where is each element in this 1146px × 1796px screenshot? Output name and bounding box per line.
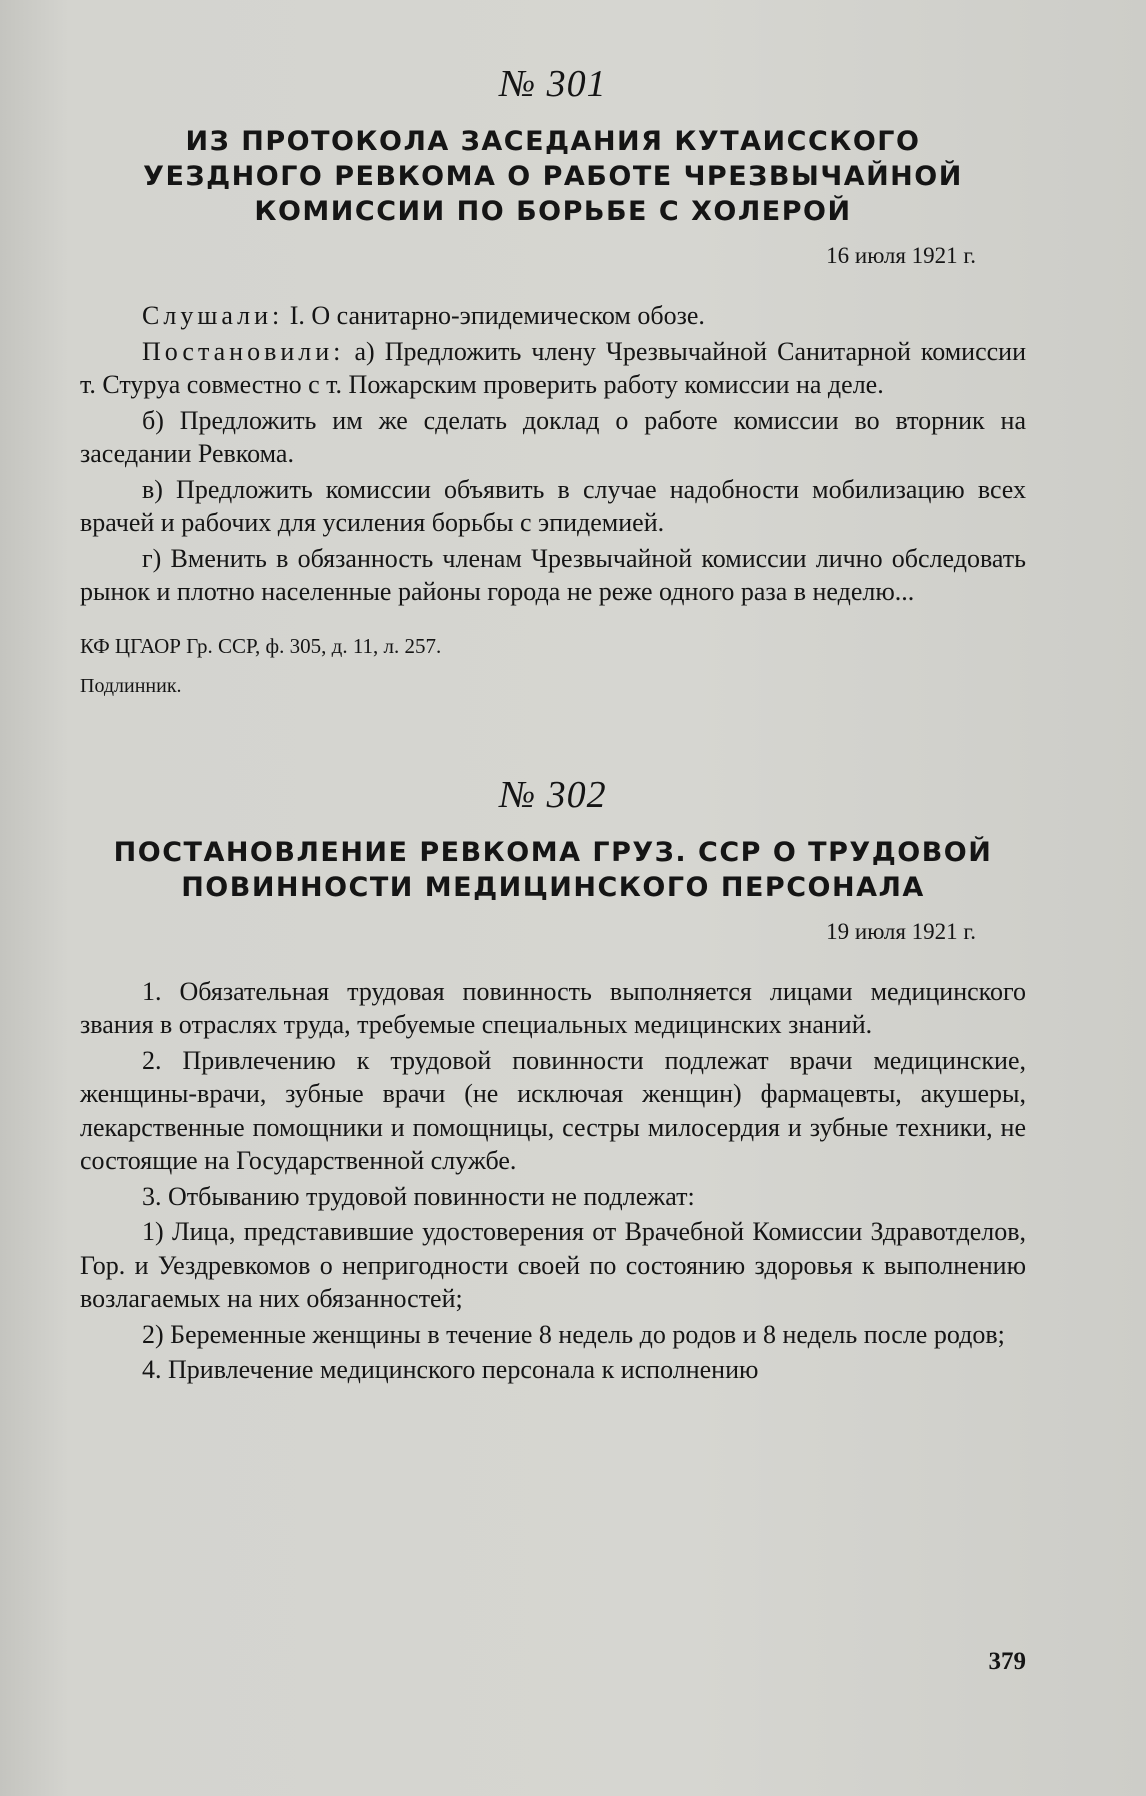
title-line: ПОВИННОСТИ МЕДИЦИНСКОГО ПЕРСОНАЛА bbox=[181, 871, 925, 903]
decree-paragraph: 3. Отбыванию трудовой повинности не подлежат: bbox=[142, 1181, 695, 1211]
decree-paragraph: 2) Беременные женщины в течение 8 недель до родов и 8 недель после родов; bbox=[142, 1319, 1005, 1349]
decree-paragraph: 4. Привлечение медицинского персонала к исполнению bbox=[142, 1355, 759, 1384]
title-line: ПОСТАНОВЛЕНИЕ РЕВКОМА ГРУЗ. ССР О ТРУДОВОЙ bbox=[113, 836, 993, 868]
title-line: УЕЗДНОГО РЕВКОМА О РАБОТЕ ЧРЕЗВЫЧАЙНОЙ bbox=[143, 161, 963, 192]
document-date: 16 июля 1921 г. bbox=[826, 243, 976, 268]
title-line: КОМИССИИ ПО БОРЬБЕ С ХОЛЕРОЙ bbox=[254, 196, 852, 227]
decree-paragraph: 1) Лица, представившие удостоверения от Врачебной Комиссии Здравотделов, Гор. и Уездревкомов о непригодности своей по состоянию здоровья к выполнению возлагаемых на них обязанностей; bbox=[80, 1217, 1026, 1313]
heard-label: Слушали: bbox=[142, 301, 284, 330]
document-number: № 302 bbox=[499, 773, 607, 816]
document-301 bbox=[80, 62, 1026, 701]
document-title bbox=[80, 835, 1026, 905]
document-date: 19 июля 1921 г. bbox=[826, 918, 976, 944]
resolution-item: г) Вменить в обязанность членам Чрезвычайной комиссии лично обследовать рынок и плотно населенные районы города не реже одного раза в неделю... bbox=[80, 543, 1026, 606]
heard-paragraph bbox=[80, 299, 1026, 333]
document-302 bbox=[80, 773, 1026, 1387]
resolved-label: Постановили: bbox=[142, 336, 345, 366]
resolution-item: в) Предложить комиссии объявить в случае надобности мобилизацию всех врачей и рабочих для усиления борьбы с эпидемией. bbox=[80, 474, 1026, 537]
resolved-paragraph bbox=[80, 335, 1026, 402]
archive-source: КФ ЦГАОР Гр. ССР, ф. 305, д. 11, л. 257. bbox=[80, 633, 442, 658]
page-number: 379 bbox=[988, 1648, 1026, 1675]
resolution-item: б) Предложить им же сделать доклад о работе комиссии во вторник на заседании Ревкома. bbox=[80, 405, 1026, 468]
decree-paragraph: 1. Обязательная трудовая повинность выполняется лицами медицинского звания в отраслях труда, требуемые специальных медицинских знаний. bbox=[80, 976, 1026, 1039]
heard-text: I. О санитарно-эпидемическом обозе. bbox=[283, 301, 705, 330]
document-number: № 301 bbox=[499, 63, 607, 105]
title-line: ИЗ ПРОТОКОЛА ЗАСЕДАНИЯ КУТАИССКОГО bbox=[185, 126, 921, 157]
resolved-text: а) Предложить члену Чрезвычайной Санитарной комиссии т. Стуруа совместно с т. Пожарским проверить работу комиссии на деле. bbox=[80, 336, 1026, 399]
original-note: Подлинник. bbox=[80, 674, 182, 697]
document-title bbox=[80, 124, 1026, 229]
decree-paragraph: 2. Привлечению к трудовой повинности подлежат врачи медицинские, женщины-врачи, зубные врачи (не исключая женщин) фармацевты, акушеры, лекарственные помощники и помощницы, сестры милосердия и зубные техники, не состоящие на Государственной службе. bbox=[80, 1045, 1026, 1175]
